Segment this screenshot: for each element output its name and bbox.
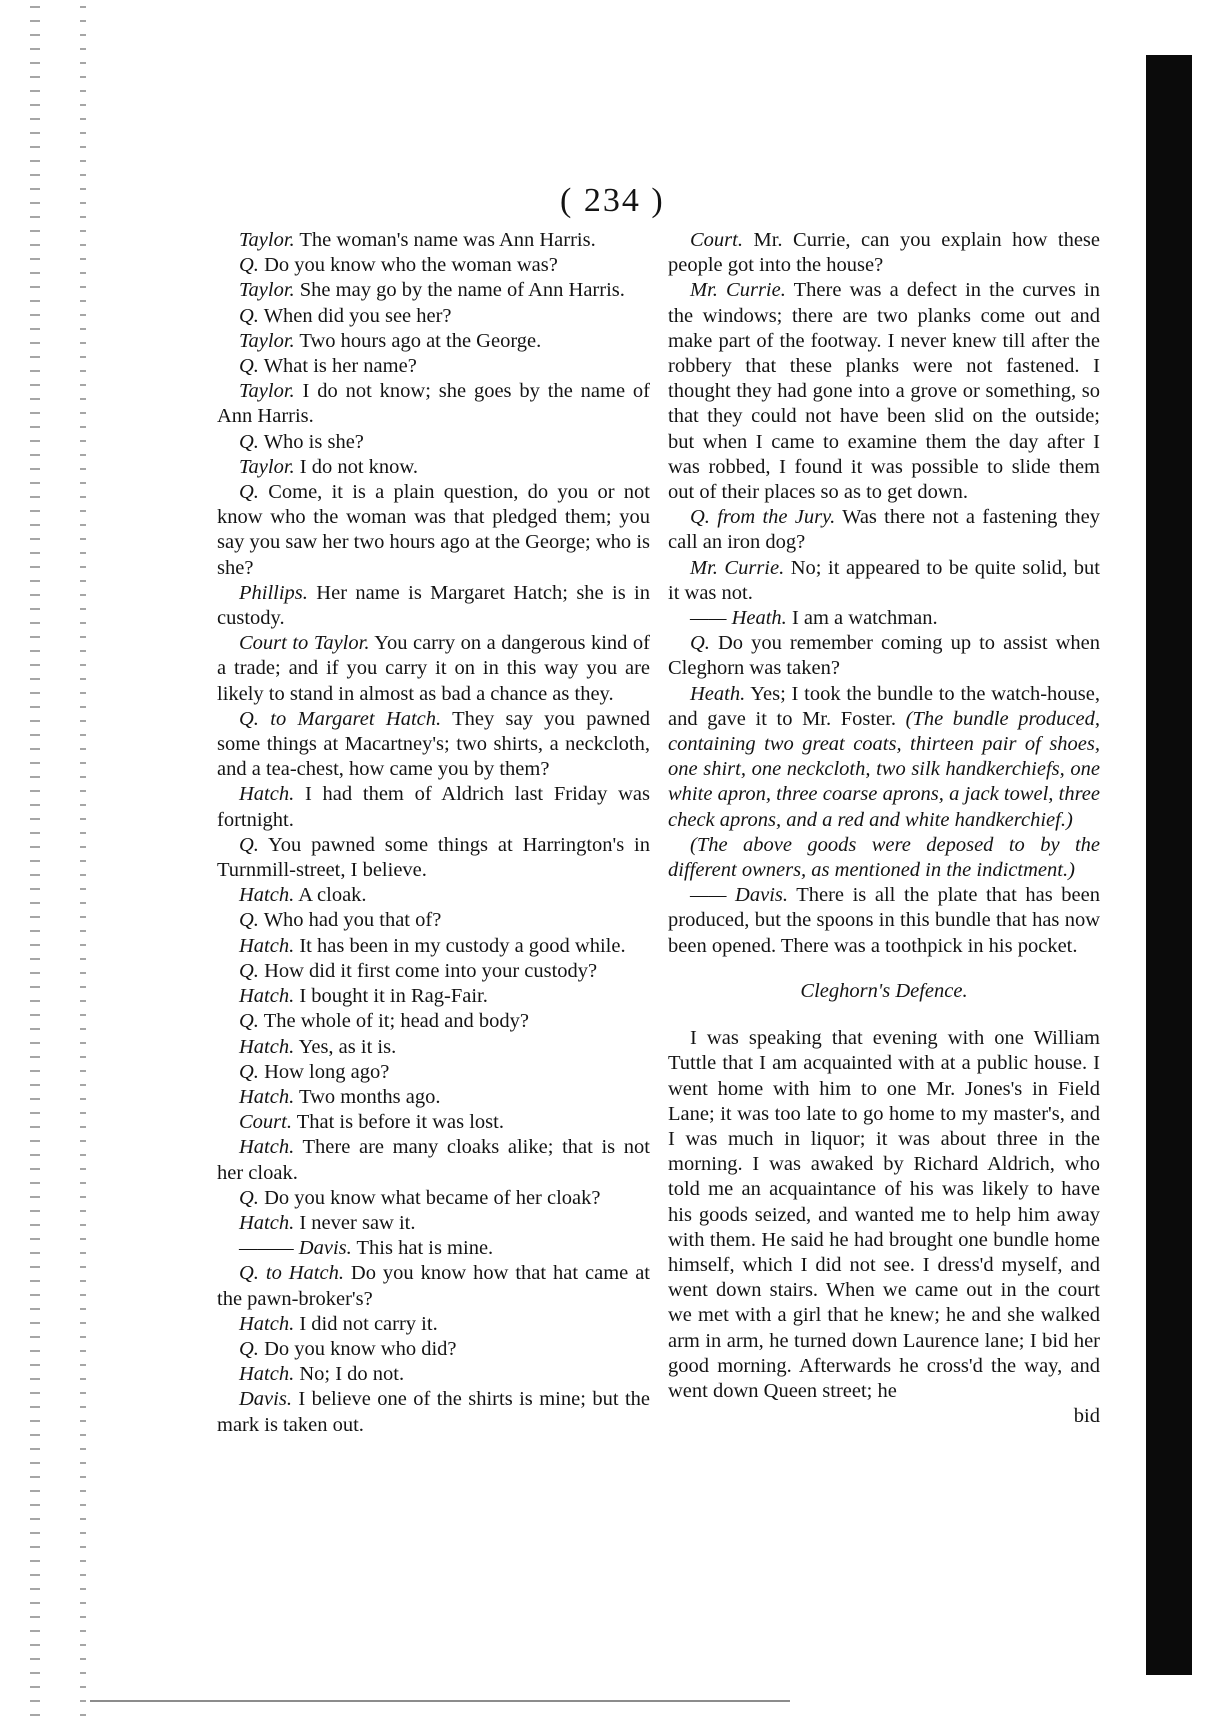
- speaker-label: Mr. Currie.: [690, 556, 785, 579]
- transcript-paragraph: [217, 354, 650, 379]
- speaker-label: Q.: [690, 632, 710, 655]
- transcript-paragraph: [217, 278, 650, 303]
- transcript-paragraph: [217, 1312, 650, 1337]
- speaker-label: Q.: [239, 1060, 259, 1083]
- stage-direction: (The bundle produced, containing two great coats, thirteen pair of shoes, one shirt, one neckcloth, two silk handkerchiefs, one white apron, three coarse aprons, a jack towel, three check aprons, and a red and white handkerchief.): [668, 707, 1100, 831]
- transcript-paragraph: [668, 883, 1100, 959]
- speaker-label: Q.: [239, 1186, 259, 1209]
- paragraph-text: She may go by the name of Ann Harris.: [294, 279, 625, 302]
- speaker-label: Q. to Hatch.: [239, 1262, 344, 1285]
- transcript-paragraph: [217, 1236, 650, 1261]
- paragraph-text: I had them of Aldrich last Friday was fortnight.: [217, 783, 650, 831]
- speaker-label: Hatch.: [239, 783, 295, 806]
- left-column: [217, 228, 650, 1438]
- transcript-paragraph: [217, 430, 650, 455]
- transcript-paragraph: [217, 1211, 650, 1236]
- paragraph-text: Do you remember coming up to assist when Cleghorn was taken?: [668, 632, 1100, 680]
- speaker-label: Q.: [239, 833, 259, 856]
- speaker-label: Taylor.: [239, 279, 295, 302]
- transcript-paragraph: [217, 1035, 650, 1060]
- paragraph-text: Was there not a fastening they call an iron dog?: [668, 506, 1100, 554]
- paragraph-text: Do you know how that hat came at the pawn-broker's?: [217, 1262, 650, 1310]
- transcript-paragraph: [217, 833, 650, 883]
- transcript-paragraph: [217, 908, 650, 933]
- transcript-paragraph: [217, 1110, 650, 1135]
- speaker-label: Q. from the Jury.: [690, 506, 836, 529]
- speaker-label: Phillips.: [239, 581, 308, 604]
- speaker-label: Q.: [239, 959, 259, 982]
- speaker-label: Hatch.: [239, 884, 295, 907]
- transcript-paragraph: [217, 379, 650, 429]
- transcript-paragraph: [217, 1085, 650, 1110]
- speaker-label: Taylor.: [239, 455, 295, 478]
- transcript-paragraph: [668, 682, 1100, 833]
- speaker-label: Taylor.: [239, 329, 295, 352]
- paragraph-text: Come, it is a plain question, do you or not know who the woman was that pledged them; you say you saw her two hours ago at the George; who is she?: [217, 481, 650, 579]
- paragraph-text: There was a defect in the curves in the windows; there are two planks come out and make part of the footway. I never knew till after the robbery that these planks were not fastened. I thought they had gone into a grove or something, so that they could not have been slid on the outside; but when I came to examine them the day after I was robbed, I found it was possible to slide them out of their places so as to get down.: [668, 279, 1100, 504]
- speaker-label: Q.: [239, 430, 259, 453]
- speaker-label: Hatch.: [239, 1136, 295, 1159]
- paragraph-text: Who is she?: [258, 430, 364, 453]
- defence-heading: Cleghorn's Defence.: [800, 979, 968, 1002]
- transcript-paragraph: [668, 606, 1100, 631]
- speaker-label: Q.: [239, 1010, 259, 1033]
- paragraph-text: What is her name?: [258, 355, 417, 378]
- transcript-paragraph: [217, 1135, 650, 1185]
- transcript-paragraph: [217, 959, 650, 984]
- speaker-label: Hatch.: [239, 1085, 295, 1108]
- paragraph-text: Who had you that of?: [258, 909, 442, 932]
- transcript-paragraph: [217, 253, 650, 278]
- defence-text: I was speaking that evening with one William Tuttle that I am acquainted with at a public house. I went home with him to one Mr. Jones's in Field Lane; it was too late to go home to my master's, and I was much in liquor; it was about three in the morning. I was awaked by Richard Aldrich, who told me an acquaintance of his was likely to have his goods seized, and wanted me to help him away with them. He said he had brought one bundle home himself, which I did not see. I dress'd myself, and went down stairs. When we came out in the court we met with a girl that he knew; he and she walked arm in arm, he turned down Laurence lane; I bid her good morning. Afterwards he cross'd the way, and went down Queen street; he: [668, 1027, 1100, 1402]
- scan-bottom-line: [90, 1700, 790, 1702]
- transcript-paragraph: [217, 883, 650, 908]
- paragraph-text: Yes, as it is.: [294, 1035, 397, 1058]
- speaker-label: Hatch.: [239, 1211, 295, 1234]
- speaker-label: Q.: [239, 481, 259, 504]
- transcript-paragraph: [217, 581, 650, 631]
- transcript-paragraph: [217, 782, 650, 832]
- transcript-paragraph: [217, 455, 650, 480]
- paragraph-text: Her name is Margaret Hatch; she is in custody.: [217, 581, 650, 630]
- speaker-label: Hatch.: [239, 985, 295, 1008]
- paragraph-text: I do not know.: [294, 455, 419, 478]
- paragraph-text: No; I do not.: [294, 1363, 405, 1386]
- transcript-paragraph: [217, 304, 650, 329]
- paragraph-text: I never saw it.: [294, 1211, 416, 1234]
- speaker-label: Taylor.: [239, 380, 295, 403]
- transcript-paragraph: [217, 707, 650, 783]
- transcript-paragraph: [217, 1186, 650, 1211]
- speaker-label: ——— Davis.: [239, 1237, 352, 1260]
- speaker-label: Davis.: [239, 1388, 292, 1411]
- speaker-label: Hatch.: [239, 1035, 295, 1058]
- paragraph-text: Do you know who did?: [258, 1337, 457, 1360]
- binding-margin-marks: [0, 0, 140, 1725]
- transcript-paragraph: [217, 934, 650, 959]
- transcript-paragraph: [217, 228, 650, 253]
- transcript-paragraph: [217, 631, 650, 707]
- paragraph-text: Yes; I took the bundle to the watch-house, and gave it to Mr. Foster.: [668, 682, 1100, 730]
- transcript-paragraph: [668, 631, 1100, 681]
- paragraph-text: Do you know what became of her cloak?: [258, 1186, 601, 1209]
- speaker-label: Hatch.: [239, 934, 295, 957]
- transcript-paragraph: [217, 480, 650, 581]
- speaker-label: Q.: [239, 254, 259, 277]
- speaker-label: Mr. Currie.: [690, 279, 786, 302]
- stage-direction: (The above goods were deposed to by the different owners, as mentioned in the indictment.): [668, 833, 1100, 882]
- paragraph-text: I do not know; she goes by the name of Ann Harris.: [217, 380, 650, 428]
- paragraph-text: This hat is mine.: [351, 1237, 494, 1260]
- paragraph-text: There are many cloaks alike; that is not her cloak.: [217, 1136, 650, 1184]
- paragraph-text: I am a watchman.: [786, 607, 938, 630]
- paragraph-text: You carry on a dangerous kind of a trade; and if you carry it on in this way you are likely to stand in almost as bad a chance as they.: [217, 632, 651, 705]
- transcript-paragraph: [668, 556, 1100, 606]
- paragraph-text: No; it appeared to be quite solid, but it was not.: [668, 556, 1100, 604]
- paragraph-text: They say you pawned some things at Macartney's; two shirts, a neckcloth, and a tea-chest, how came you by them?: [217, 707, 650, 781]
- scan-edge-shadow: [1146, 55, 1192, 1675]
- speaker-label: Hatch.: [239, 1312, 295, 1335]
- right-column: [668, 228, 1100, 1429]
- speaker-label: Hatch.: [239, 1363, 295, 1386]
- transcript-paragraph: [217, 1060, 650, 1085]
- paragraph-text: How long ago?: [258, 1060, 390, 1083]
- speaker-label: —— Heath.: [690, 607, 787, 630]
- speaker-label: Q.: [239, 355, 259, 378]
- paragraph-text: Two months ago.: [294, 1085, 441, 1108]
- transcript-paragraph: [668, 833, 1100, 883]
- paragraph-text: That is before it was lost.: [291, 1111, 504, 1134]
- paragraph-text: When did you see her?: [258, 304, 452, 327]
- paragraph-text: The whole of it; head and body?: [258, 1010, 529, 1033]
- transcript-paragraph: [217, 1362, 650, 1387]
- speaker-label: Q.: [239, 1337, 259, 1360]
- transcript-paragraph: [217, 1261, 650, 1311]
- transcript-paragraph: [217, 1387, 650, 1437]
- speaker-label: Q.: [239, 909, 259, 932]
- paragraph-text: Two hours ago at the George.: [294, 329, 542, 352]
- transcript-paragraph: [217, 329, 650, 354]
- paragraph-text: It has been in my custody a good while.: [294, 934, 626, 957]
- speaker-label: Q. to Margaret Hatch.: [239, 707, 442, 730]
- transcript-paragraph: [217, 984, 650, 1009]
- paragraph-text: I bought it in Rag-Fair.: [294, 985, 488, 1008]
- transcript-paragraph: [668, 278, 1100, 505]
- speaker-label: Court.: [239, 1111, 292, 1134]
- speaker-label: Q.: [239, 304, 259, 327]
- transcript-paragraph: [217, 1337, 650, 1362]
- paragraph-text: I believe one of the shirts is mine; but the mark is taken out.: [217, 1388, 650, 1436]
- catchword: bid: [1073, 1405, 1100, 1428]
- paragraph-text: A cloak.: [294, 884, 367, 907]
- paragraph-text: I did not carry it.: [294, 1312, 438, 1335]
- speaker-label: Heath.: [690, 682, 746, 705]
- speaker-label: Court.: [690, 229, 743, 251]
- page-number: ( 234 ): [560, 182, 665, 219]
- transcript-paragraph: [668, 505, 1100, 555]
- paragraph-text: How did it first come into your custody?: [258, 959, 598, 982]
- speaker-label: —— Davis.: [690, 884, 788, 907]
- speaker-label: Taylor.: [239, 229, 295, 251]
- paragraph-text: The woman's name was Ann Harris.: [294, 229, 596, 251]
- paragraph-text: Do you know who the woman was?: [258, 254, 558, 277]
- transcript-paragraph: [668, 228, 1100, 278]
- paragraph-text: There is all the plate that has been produced, but the spoons in this bundle that has now been opened. There was a toothpick in his pocket.: [668, 884, 1100, 957]
- transcript-paragraph: [217, 1009, 650, 1034]
- paragraph-text: You pawned some things at Harrington's in Turnmill-street, I believe.: [217, 833, 650, 882]
- paragraph-text: Mr. Currie, can you explain how these people got into the house?: [668, 229, 1100, 277]
- speaker-label: Court to Taylor.: [239, 632, 370, 655]
